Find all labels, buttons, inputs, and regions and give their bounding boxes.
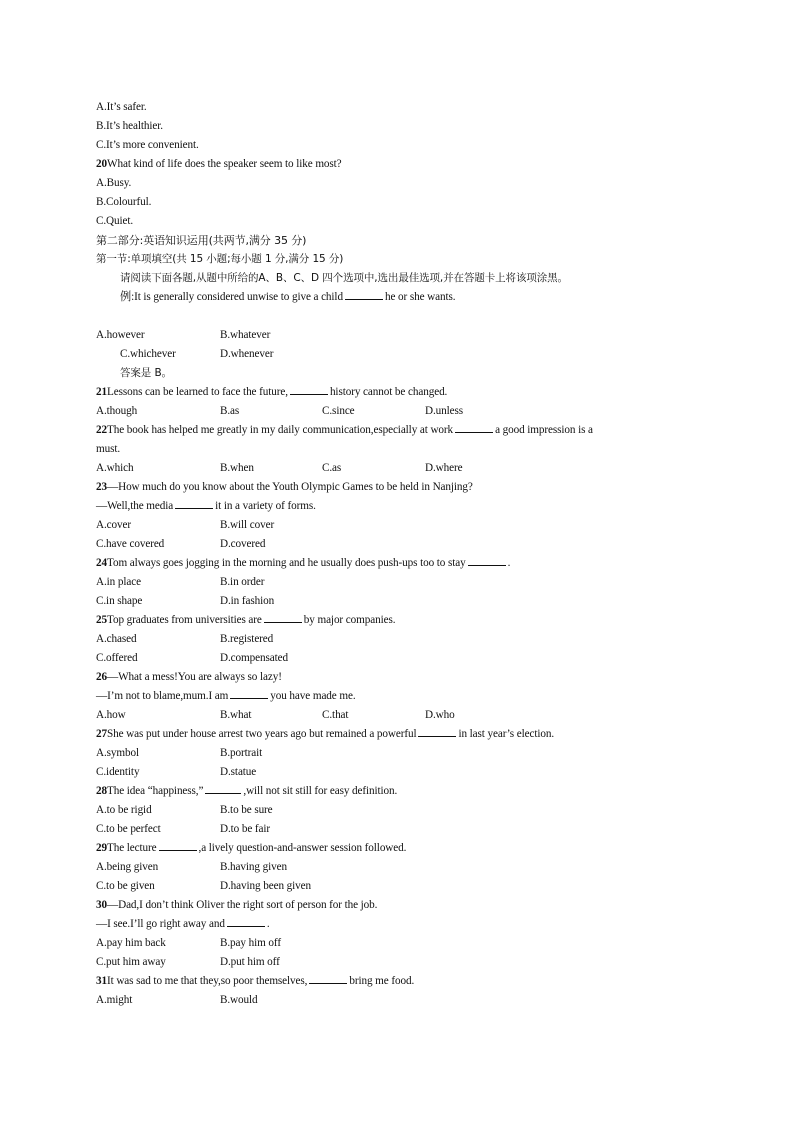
q24-option-c: C.in shape bbox=[96, 595, 143, 607]
answer-blank bbox=[205, 783, 241, 794]
answer-blank bbox=[175, 498, 213, 509]
answer-blank bbox=[290, 384, 328, 395]
question-31 bbox=[96, 972, 696, 991]
answer-blank bbox=[468, 555, 506, 566]
q27-option-a: A.symbol bbox=[96, 747, 140, 759]
question-number: 22 bbox=[96, 424, 107, 436]
q30-options-row-1 bbox=[96, 934, 696, 953]
question-24 bbox=[96, 554, 696, 573]
q22-option-a: A.which bbox=[96, 462, 134, 474]
q24-option-d: D.in fashion bbox=[220, 595, 275, 607]
q24-options-row-1 bbox=[96, 573, 696, 592]
example-answer: 答案是 B。 bbox=[120, 367, 172, 379]
q27-option-b: B.portrait bbox=[220, 747, 263, 759]
example-option-b: B.whatever bbox=[220, 329, 271, 341]
question-text-post: in last year’s election. bbox=[458, 728, 555, 740]
q30-line-2 bbox=[96, 915, 696, 934]
q28-option-b: B.to be sure bbox=[220, 804, 273, 816]
q24-option-a: A.in place bbox=[96, 576, 141, 588]
question-23 bbox=[96, 478, 696, 497]
q30-options-row-2 bbox=[96, 953, 696, 972]
question-text-pre: —I’m not to blame,mum.I am bbox=[96, 690, 229, 702]
example-option-a: A.however bbox=[96, 329, 145, 341]
answer-blank bbox=[159, 840, 197, 851]
question-text: —Dad,I don’t think Oliver the right sort of person for the job. bbox=[107, 899, 378, 911]
q26-option-d: D.who bbox=[425, 709, 455, 721]
question-text-pre: She was put under house arrest two years ago but remained a powerful bbox=[107, 728, 417, 740]
q27-option-c: C.identity bbox=[96, 766, 140, 778]
question-25 bbox=[96, 611, 696, 630]
example-options-row-2 bbox=[96, 345, 696, 364]
question-number: 20 bbox=[96, 158, 107, 170]
question-text-post: . bbox=[507, 557, 511, 569]
q30-option-a: A.pay him back bbox=[96, 937, 166, 949]
question-text: —How much do you know about the Youth Olympic Games to be held in Nanjing? bbox=[107, 481, 473, 493]
question-number: 29 bbox=[96, 842, 107, 854]
question-text-pre: Tom always goes jogging in the morning and he usually does push-ups too to stay bbox=[107, 557, 466, 569]
q26-option-a: A.how bbox=[96, 709, 126, 721]
example-text-pre: 例:It is generally considered unwise to give a child bbox=[120, 291, 343, 303]
question-26 bbox=[96, 668, 696, 687]
question-number: 25 bbox=[96, 614, 107, 626]
question-text-pre: It was sad to me that they,so poor themselves, bbox=[107, 975, 308, 987]
question-text-post: it in a variety of forms. bbox=[215, 500, 316, 512]
example-options-row-1 bbox=[96, 326, 696, 345]
q21-option-b: B.as bbox=[220, 405, 240, 417]
question-29 bbox=[96, 839, 696, 858]
answer-blank bbox=[455, 422, 493, 433]
q31-options-row-1 bbox=[96, 991, 696, 1010]
q26-option-c: C.that bbox=[322, 709, 349, 721]
part-2-title: 第二部分:英语知识运用(共两节,满分 35 分) bbox=[96, 234, 307, 247]
answer-blank bbox=[227, 916, 265, 927]
q31-option-b: B.would bbox=[220, 994, 258, 1006]
q24-option-b: B.in order bbox=[220, 576, 265, 588]
question-text-post: by major companies. bbox=[303, 614, 396, 626]
q22-option-c: C.as bbox=[322, 462, 342, 474]
q21-option-c: C.since bbox=[322, 405, 355, 417]
section-1-title: 第一节:单项填空(共 15 小题;每小题 1 分,满分 15 分) bbox=[96, 253, 344, 265]
answer-blank bbox=[418, 726, 456, 737]
q28-options-row-2 bbox=[96, 820, 696, 839]
question-text: —What a mess!You are always so lazy! bbox=[107, 671, 282, 683]
q21-option-d: D.unless bbox=[425, 405, 464, 417]
q19-option-c: C.It’s more convenient. bbox=[96, 139, 199, 151]
q23-option-b: B.will cover bbox=[220, 519, 275, 531]
question-22 bbox=[96, 421, 696, 440]
q29-option-b: B.having given bbox=[220, 861, 287, 873]
q30-option-b: B.pay him off bbox=[220, 937, 281, 949]
q29-options-row-1 bbox=[96, 858, 696, 877]
q23-options-row-1 bbox=[96, 516, 696, 535]
question-21 bbox=[96, 383, 696, 402]
q24-options-row-2 bbox=[96, 592, 696, 611]
q22-continuation: must. bbox=[96, 443, 121, 455]
q19-option-b: B.It’s healthier. bbox=[96, 120, 163, 132]
q27-options-row-1 bbox=[96, 744, 696, 763]
q25-option-c: C.offered bbox=[96, 652, 138, 664]
q23-option-c: C.have covered bbox=[96, 538, 165, 550]
q28-option-c: C.to be perfect bbox=[96, 823, 161, 835]
q27-options-row-2 bbox=[96, 763, 696, 782]
question-text-pre: The book has helped me greatly in my daily communication,especially at work bbox=[107, 424, 454, 436]
q22-option-b: B.when bbox=[220, 462, 254, 474]
q30-option-d: D.put him off bbox=[220, 956, 280, 968]
question-number: 31 bbox=[96, 975, 107, 987]
answer-blank bbox=[309, 973, 347, 984]
example-option-d: D.whenever bbox=[220, 348, 274, 360]
question-text-pre: Lessons can be learned to face the future, bbox=[107, 386, 288, 398]
q28-option-d: D.to be fair bbox=[220, 823, 271, 835]
question-number: 30 bbox=[96, 899, 107, 911]
q26-line-2 bbox=[96, 687, 696, 706]
question-text-post: ,a lively question-and-answer session followed. bbox=[198, 842, 407, 854]
q28-options-row-1 bbox=[96, 801, 696, 820]
question-30 bbox=[96, 896, 696, 915]
q26-option-b: B.what bbox=[220, 709, 252, 721]
question-text-post: bring me food. bbox=[349, 975, 415, 987]
question-text-post: ,will not sit still for easy definition. bbox=[243, 785, 398, 797]
question-number: 21 bbox=[96, 386, 107, 398]
question-number: 24 bbox=[96, 557, 107, 569]
instructions: 请阅读下面各题,从题中所给的A、B、C、D 四个选项中,选出最佳选项,并在答题卡上将该项涂黑。 bbox=[120, 272, 568, 284]
question-20 bbox=[96, 155, 696, 174]
q22-option-d: D.where bbox=[425, 462, 463, 474]
question-number: 26 bbox=[96, 671, 107, 683]
example-option-c: C.whichever bbox=[120, 348, 176, 360]
answer-blank bbox=[230, 688, 268, 699]
q25-options-row-1 bbox=[96, 630, 696, 649]
question-text-post: history cannot be changed. bbox=[329, 386, 448, 398]
answer-blank bbox=[345, 289, 383, 300]
q25-option-d: D.compensated bbox=[220, 652, 288, 664]
question-text: What kind of life does the speaker seem to like most? bbox=[107, 158, 342, 170]
question-text-post: . bbox=[266, 918, 270, 930]
q23-line-2 bbox=[96, 497, 696, 516]
q20-option-a: A.Busy. bbox=[96, 177, 132, 189]
q23-option-d: D.covered bbox=[220, 538, 266, 550]
spacer bbox=[96, 307, 696, 326]
q19-option-a: A.It’s safer. bbox=[96, 101, 147, 113]
q25-options-row-2 bbox=[96, 649, 696, 668]
question-number: 27 bbox=[96, 728, 107, 740]
q29-option-c: C.to be given bbox=[96, 880, 155, 892]
q21-options bbox=[96, 402, 696, 421]
q25-option-b: B.registered bbox=[220, 633, 274, 645]
question-number: 28 bbox=[96, 785, 107, 797]
q31-option-a: A.might bbox=[96, 994, 133, 1006]
q20-option-c: C.Quiet. bbox=[96, 215, 134, 227]
q21-option-a: A.though bbox=[96, 405, 138, 417]
q29-option-d: D.having been given bbox=[220, 880, 311, 892]
q22-options bbox=[96, 459, 696, 478]
q23-options-row-2 bbox=[96, 535, 696, 554]
q27-option-d: D.statue bbox=[220, 766, 257, 778]
question-text-pre: The idea “happiness,” bbox=[107, 785, 204, 797]
question-text-post: you have made me. bbox=[270, 690, 356, 702]
example-text-post: he or she wants. bbox=[384, 291, 456, 303]
q29-option-a: A.being given bbox=[96, 861, 159, 873]
question-28 bbox=[96, 782, 696, 801]
question-text-pre: —I see.I’ll go right away and bbox=[96, 918, 225, 930]
q23-option-a: A.cover bbox=[96, 519, 132, 531]
question-text-pre: —Well,the media bbox=[96, 500, 174, 512]
q20-option-b: B.Colourful. bbox=[96, 196, 152, 208]
q28-option-a: A.to be rigid bbox=[96, 804, 152, 816]
question-27 bbox=[96, 725, 696, 744]
q29-options-row-2 bbox=[96, 877, 696, 896]
answer-blank bbox=[264, 612, 302, 623]
exam-page bbox=[96, 98, 696, 1010]
q30-option-c: C.put him away bbox=[96, 956, 166, 968]
example-question bbox=[96, 288, 696, 307]
q25-option-a: A.chased bbox=[96, 633, 137, 645]
question-text-pre: The lecture bbox=[107, 842, 157, 854]
q26-options bbox=[96, 706, 696, 725]
question-text-post: a good impression is a bbox=[495, 424, 593, 436]
question-number: 23 bbox=[96, 481, 107, 493]
question-text-pre: Top graduates from universities are bbox=[107, 614, 262, 626]
